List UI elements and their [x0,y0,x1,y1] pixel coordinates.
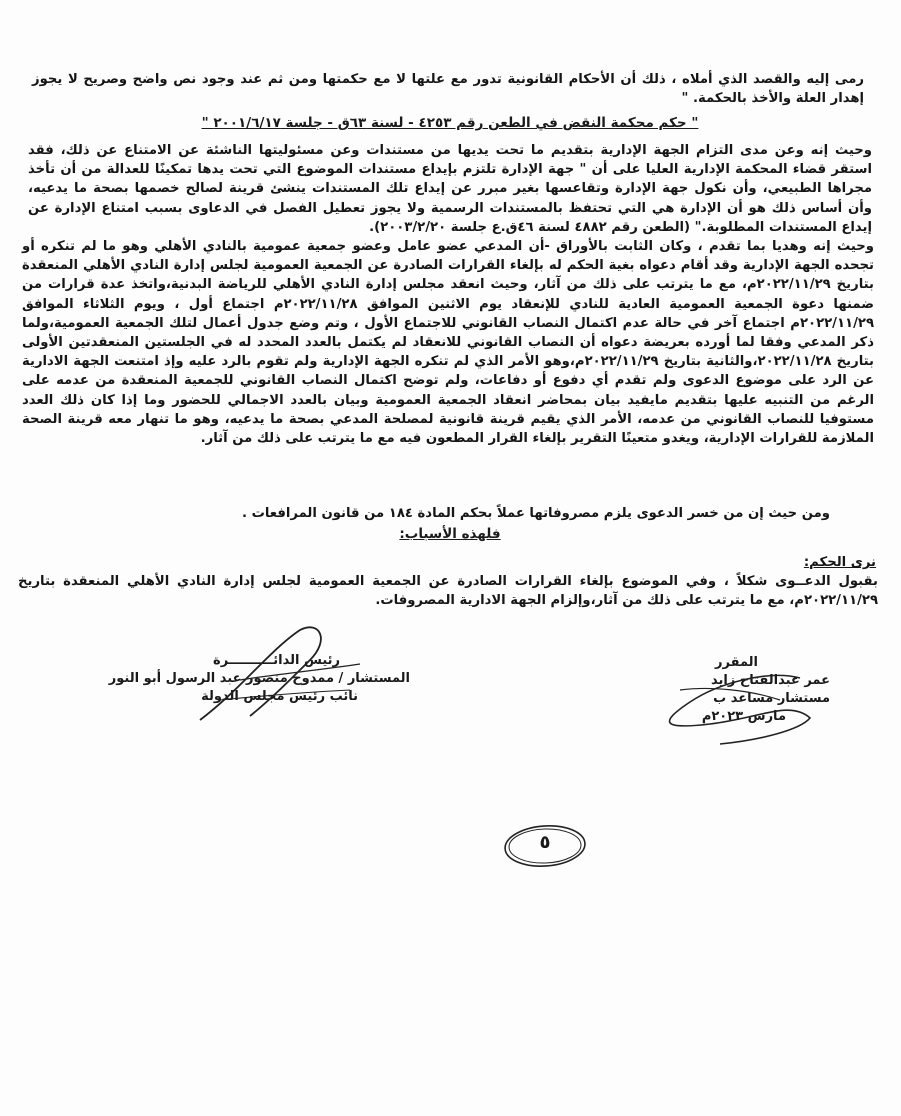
rapporteur-date: مارس ٢٠٢٣م [701,709,786,724]
court-president-title: رئيس الدائــــــــــرة [213,653,340,668]
rapporteur-handwritten-signature [650,660,820,750]
page-number: ٥ [539,832,551,853]
president-handwritten-signature [180,620,380,730]
intro-paragraph: رمى إليه والقصد الذي أملاه ، ذلك أن الأحكام القانونية تدور مع علتها لا مع حكمتها ومن ثم عند وجود نص واضح وصريح لا يجوز إهدار العلة والأخذ بالحكمة. " [32,72,864,107]
ruling-heading: نرى الحكم: [803,555,876,570]
paragraph-facts: وحيث إنه وهديا بما تقدم ، وكان الثابت بالأوراق -أن المدعي عضو عامل وعضو جمعية عمومية بالنادي الأهلي وهو ما لم تنكره أو تجحده الجهة الإدارية وقد أقام دعواه بغية الحكم له بإلغاء القرارات الصادرة عن الجمعية العمومية لجلس إدارة النادي الأهلي المنعقدة بتاريخ ٢٠٢٢/١١/٢٩م، مع ما يترتب على ذلك من آثار، وحيث انعقد مجلس إدارة النادي الأهلي للرياضة البدنية،واتخذ عدة قرارات من ضمنها دعوة الجمعية العمومية العادية للنادي للإنعقاد يوم الاثنين الموافق ٢٠٢٢/١١/٢٨م اجتماع أول ، ويوم الثلاثاء الموافق ٢٠٢٢/١١/٢٩م اجتماع آخر في حالة عدم اكتمال النصاب القانوني للاجتماع الأول ، وتم وضع جدول أعمال لتلك الجمعية العمومية،ولما ذكر المدعي وفقا لما أورده بعريضة دعواه أن النصاب القانوني للانعقاد لم يكتمل بالعدد المحدد له في الجلستين المنعقدتين الأولى بتاريخ ٢٠٢٢/١١/٢٨،والثانية بتاريخ ٢٠٢٢/١١/٢٩م،وهو الأمر الذي لم تنكره الجهة الإدارية ولم تقوم بالرد عليه وإذ امتنعت الجهة الادارية عن الرد على موضوع الدعوى ولم تقدم أي دفوع أو دفاعات، ولم توضح اكتمال النصاب القانوني للجمعية المنعقدة من عدمه على الرغم من التنبيه عليها بتقديم مايفيد بيان بمحاضر انعقاد الجمعية العمومية وبيان بالعدد الاجمالي للحضور وما إذا كان ذلك العدد مستوفيا للنصاب القانوني من عدمه، الأمر الذي يقيم قرينة قانونية لمصلحة المدعي بصحة ما يدعيه، وهو ما تنهار معه قرينة الصحة الملازمة للقرارات الإدارية، ويغدو متعينًا التقرير بإلغاء القرار المطعون فيه مع ما يترتب على ذلك من آثار. [22,239,874,447]
ruling-text: بقبول الدعــوى شكلاً ، وفي الموضوع بإلغاء القرارات الصادرة عن الجمعية العمومية لجلس إدارة النادي الأهلي المنعقدة بتاريخ ٢٠٢٢/١١/٢٩م، مع ما يترتب على ذلك من آثار،وإلزام الجهة الادارية المصروفات. [18,574,878,609]
court-president-position: نائب رئيس مجلس الدولة [201,689,358,704]
paragraph-evidence-obligation: وحيث إنه وعن مدى التزام الجهة الإدارية بتقديم ما تحت يديها من مستندات وعن مسئوليتها الناشئة عن الامتناع عن ذلك، فقد استقر قضاء المحكمة الإدارية العليا على أن " جهة الإدارة تلتزم بإيداع مستندات الموضوع التي تحت يدها تمكينًا للعدالة من أن تأخذ مجراها الطبيعي، وأن نكول جهة الإدارة وتقاعسها بغير مبرر عن إيداع تلك المستندات ينشئ قرينة لصالح خصمها بصحة ما يدعيه، وأن أساس ذلك هو أن الإدارة هي التي تحتفظ بالمستندات الرسمية ولا يجوز تعطيل الفصل في الدعاوى بسبب امتناع الإدارة عن إيداع المستندات المطلوبة." (الطعن رقم ٤٨٨٢ لسنة ٤٦ق.ع جلسة ٢٠٠٣/٢/٢٠). [28,143,872,235]
rapporteur-name: عمر عبدالفتاح زايد [710,673,830,688]
citation-heading: " حكم محكمة النقض في الطعن رقم ٤٢٥٣ - لسنة ٦٣ق - جلسة ٢٠٠١/٦/١٧ " [201,115,699,131]
rapporteur-position: مستشار مساعد ب [713,691,830,706]
rapporteur-title: المقرر [715,655,758,670]
court-president-name: المستشار / ممدوح منصور عبد الرسول أبو النور [108,671,410,686]
reasons-heading: فلهذه الأسباب: [399,526,501,542]
paragraph-costs: ومن حيث إن من خسر الدعوى يلزم مصروفاتها عملاً بحكم المادة ١٨٤ من قانون المرافعات . [241,506,830,521]
